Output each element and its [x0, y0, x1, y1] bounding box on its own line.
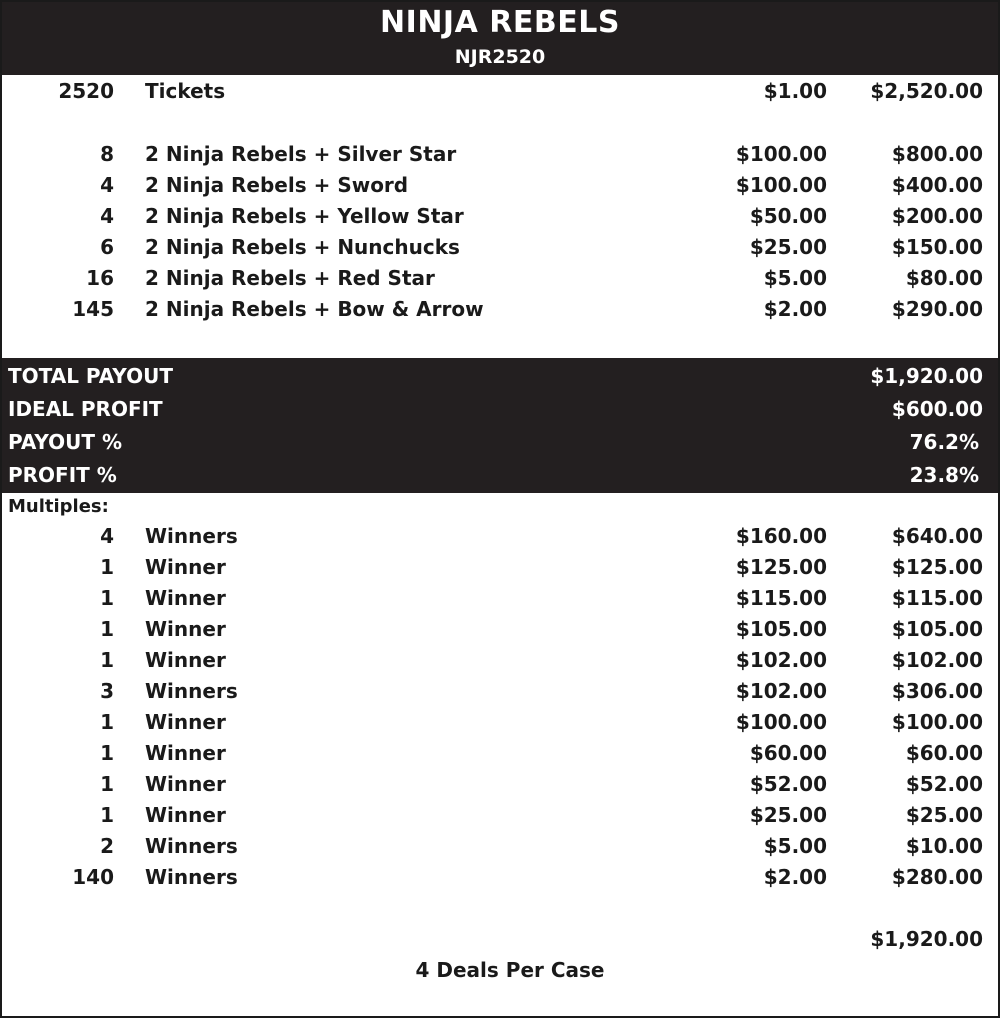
ticket-price: $1.00	[763, 79, 827, 103]
multiple-desc: Winners	[145, 679, 238, 703]
spacer	[2, 893, 998, 924]
multiple-qty: 1	[100, 586, 114, 610]
prize-desc: 2 Ninja Rebels + Red Star	[145, 266, 435, 290]
multiple-row	[2, 800, 998, 831]
multiple-row	[2, 738, 998, 769]
prize-list	[2, 139, 998, 325]
prize-desc: 2 Ninja Rebels + Nunchucks	[145, 235, 460, 259]
prize-total: $290.00	[891, 297, 983, 321]
multiple-total: $105.00	[891, 617, 983, 641]
prize-total: $200.00	[891, 204, 983, 228]
prize-qty: 4	[100, 204, 114, 228]
prize-unit: $100.00	[735, 173, 827, 197]
spacer	[2, 325, 998, 358]
multiple-qty: 4	[100, 524, 114, 548]
multiple-desc: Winner	[145, 741, 226, 765]
multiple-desc: Winner	[145, 648, 226, 672]
multiple-desc: Winner	[145, 772, 226, 796]
summary-ideal-profit	[2, 393, 998, 426]
multiple-unit: $102.00	[735, 648, 827, 672]
multiple-desc: Winners	[145, 834, 238, 858]
multiple-desc: Winner	[145, 617, 226, 641]
prize-row	[2, 263, 998, 294]
multiple-unit: $160.00	[735, 524, 827, 548]
prize-row	[2, 201, 998, 232]
prize-desc: 2 Ninja Rebels + Yellow Star	[145, 204, 464, 228]
summary-band	[2, 358, 998, 493]
prize-unit: $50.00	[749, 204, 827, 228]
prize-qty: 145	[72, 297, 114, 321]
prize-row	[2, 294, 998, 325]
multiple-unit: $52.00	[749, 772, 827, 796]
multiple-total: $102.00	[891, 648, 983, 672]
multiple-row	[2, 676, 998, 707]
multiple-total: $10.00	[905, 834, 983, 858]
prize-unit: $2.00	[763, 297, 827, 321]
multiple-row	[2, 769, 998, 800]
summary-value: $1,920.00	[870, 364, 983, 388]
prize-total: $800.00	[891, 142, 983, 166]
multiple-row	[2, 552, 998, 583]
multiple-total: $280.00	[891, 865, 983, 889]
multiple-desc: Winners	[145, 524, 238, 548]
summary-total-payout	[2, 360, 998, 393]
prize-row	[2, 232, 998, 263]
prize-qty: 4	[100, 173, 114, 197]
multiple-qty: 1	[100, 710, 114, 734]
multiple-desc: Winner	[145, 710, 226, 734]
multiple-unit: $102.00	[735, 679, 827, 703]
multiple-row	[2, 583, 998, 614]
deals-per-case-note: 4 Deals Per Case	[415, 958, 605, 982]
multiple-unit: $2.00	[763, 865, 827, 889]
multiples-grand-total-row	[2, 924, 998, 955]
multiples-heading: Multiples:	[8, 496, 109, 517]
multiple-unit: $25.00	[749, 803, 827, 827]
multiple-qty: 3	[100, 679, 114, 703]
summary-value: $600.00	[891, 397, 983, 421]
summary-profit-percent	[2, 459, 998, 492]
multiple-qty: 140	[72, 865, 114, 889]
spacer	[2, 107, 998, 139]
prize-unit: $100.00	[735, 142, 827, 166]
prize-total: $80.00	[905, 266, 983, 290]
prize-row	[2, 139, 998, 170]
prize-desc: 2 Ninja Rebels + Silver Star	[145, 142, 457, 166]
multiple-unit: $100.00	[735, 710, 827, 734]
summary-label: TOTAL PAYOUT	[8, 364, 173, 388]
multiple-qty: 1	[100, 555, 114, 579]
multiple-unit: $105.00	[735, 617, 827, 641]
multiple-qty: 2	[100, 834, 114, 858]
multiple-desc: Winner	[145, 555, 226, 579]
multiple-total: $25.00	[905, 803, 983, 827]
prize-total: $150.00	[891, 235, 983, 259]
tickets-row	[2, 76, 998, 107]
multiple-unit: $125.00	[735, 555, 827, 579]
multiple-unit: $5.00	[763, 834, 827, 858]
prize-desc: 2 Ninja Rebels + Sword	[145, 173, 409, 197]
multiple-qty: 1	[100, 772, 114, 796]
multiple-unit: $60.00	[749, 741, 827, 765]
summary-payout-percent	[2, 426, 998, 459]
prize-qty: 16	[86, 266, 114, 290]
multiple-qty: 1	[100, 648, 114, 672]
tickets-qty: 2520	[58, 79, 114, 103]
multiple-row	[2, 862, 998, 893]
multiples-grand-total: $1,920.00	[870, 927, 983, 951]
tickets-label: Tickets	[145, 79, 226, 103]
multiples-list	[2, 521, 998, 893]
summary-label: IDEAL PROFIT	[8, 397, 163, 421]
game-code: NJR2520	[454, 46, 546, 68]
summary-value: 76.2%	[909, 430, 979, 454]
game-title: NINJA REBELS	[380, 5, 620, 40]
summary-label: PROFIT %	[8, 463, 117, 487]
prize-qty: 6	[100, 235, 114, 259]
multiple-row	[2, 645, 998, 676]
multiple-desc: Winner	[145, 803, 226, 827]
multiple-desc: Winners	[145, 865, 238, 889]
multiple-total: $125.00	[891, 555, 983, 579]
summary-value: 23.8%	[909, 463, 979, 487]
multiple-qty: 1	[100, 617, 114, 641]
multiple-total: $306.00	[891, 679, 983, 703]
multiple-qty: 1	[100, 741, 114, 765]
prize-unit: $5.00	[763, 266, 827, 290]
prize-row	[2, 170, 998, 201]
multiple-row	[2, 614, 998, 645]
prize-qty: 8	[100, 142, 114, 166]
multiple-total: $100.00	[891, 710, 983, 734]
multiple-total: $52.00	[905, 772, 983, 796]
prize-desc: 2 Ninja Rebels + Bow & Arrow	[145, 297, 484, 321]
multiple-row	[2, 707, 998, 738]
multiple-total: $60.00	[905, 741, 983, 765]
multiple-total: $640.00	[891, 524, 983, 548]
multiple-total: $115.00	[891, 586, 983, 610]
multiple-qty: 1	[100, 803, 114, 827]
multiple-desc: Winner	[145, 586, 226, 610]
prize-total: $400.00	[891, 173, 983, 197]
multiple-unit: $115.00	[735, 586, 827, 610]
header-band	[2, 2, 998, 75]
tickets-total: $2,520.00	[870, 79, 983, 103]
multiple-row	[2, 521, 998, 552]
summary-label: PAYOUT %	[8, 430, 123, 454]
multiple-row	[2, 831, 998, 862]
prize-unit: $25.00	[749, 235, 827, 259]
